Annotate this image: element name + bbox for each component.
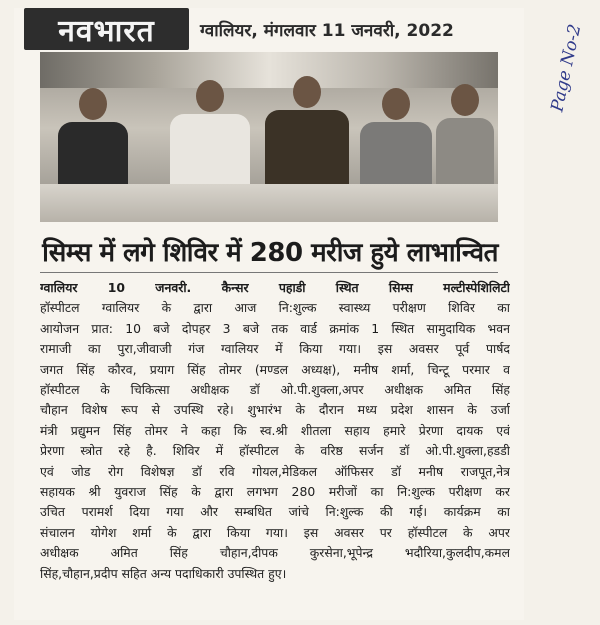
article-line: चौहान विशेष रूप से उपस्थि रहे। शुभारंभ के दौरान मध्य प्रदेश शासन के उर्जा [40,402,510,418]
event-photo [40,52,498,222]
article-line: हॉस्पीटल ग्वालियर के द्वारा आज नि:शुल्क स्वास्थ्य परीक्षण शिविर का [40,300,510,316]
dateline: ग्वालियर, मंगलवार 11 जनवरी, 2022 [200,20,454,41]
article-headline: सिम्स में लगे शिविर में 280 मरीज हुये लाभान्वित [42,238,498,268]
article-line: एवं जोड रोग विशेषज्ञ डॉ रवि गोयल,मेडिकल ऑफिसर डॉ मनीष राजपूत,नेत्र [40,463,510,479]
article-line: सिंह,चौहान,प्रदीप सहित अन्य पदाधिकारी उपस्थित हुए। [40,565,287,581]
article-line: सहायक श्री युवराज सिंह के द्वारा लगभग 280 मरीजों का नि:शुल्क परीक्षण कर [40,484,510,500]
article-line: प्रेरणा स्त्रोत रहे है. शिविर में हॉस्पीटल के वरिष्ठ सर्जन डॉ ओ.पी.शुक्ला,हडडी [40,443,510,459]
headline-divider [40,272,498,273]
article-body [40,278,510,613]
article-line: जगत सिंह कौरव, प्रयाग सिंह तोमर (मण्डल अध्यक्ष), मनीष शर्मा, चिन्टू परमार व [40,361,510,377]
article-line: आयोजन प्रात: 10 बजे दोपहर 3 बजे तक वार्ड क्रमांक 1 स्थित सामुदायिक भवन [40,320,510,336]
article-line: मंत्री प्रद्युमन सिंह तोमर ने कहा कि स्व.श्री शीतला सहाय हमारे प्रेरणा दायक एवं [40,422,510,438]
article-line: रामाजी का पुरा,जीवाजी गंज ग्वालियर में किया गया। इस अवसर पूर्व पार्षद [40,341,510,357]
newspaper-masthead: नवभारत [24,8,189,50]
article-line: अधीक्षक अमित सिंह चौहान,दीपक कुरसेना,भूपेन्द्र भदौरिया,कुलदीप,कमल [40,545,510,561]
photo-table [40,184,498,222]
handwritten-page-label: Page No-2 [547,22,586,114]
article-line: हॉस्पीटल के चिकित्सा अधीक्षक डॉ ओ.पी.शुक्ला,अपर अधीक्षक अमित सिंह [40,382,510,398]
handwritten-page-note [540,8,600,128]
article-line: उचित परामर्श दिया गया और सम्बधित जांचे नि:शुल्क की गई। कार्यक्रम का [40,504,510,520]
article-line: संचालन योगेश शर्मा के द्वारा किया गया। इस अवसर पर हॉस्पीटल के अपर [40,524,510,540]
article-line: ग्वालियर 10 जनवरी. कैन्सर पहाडी स्थित सिम्स मल्टीस्पेशिलिटी [40,280,510,295]
